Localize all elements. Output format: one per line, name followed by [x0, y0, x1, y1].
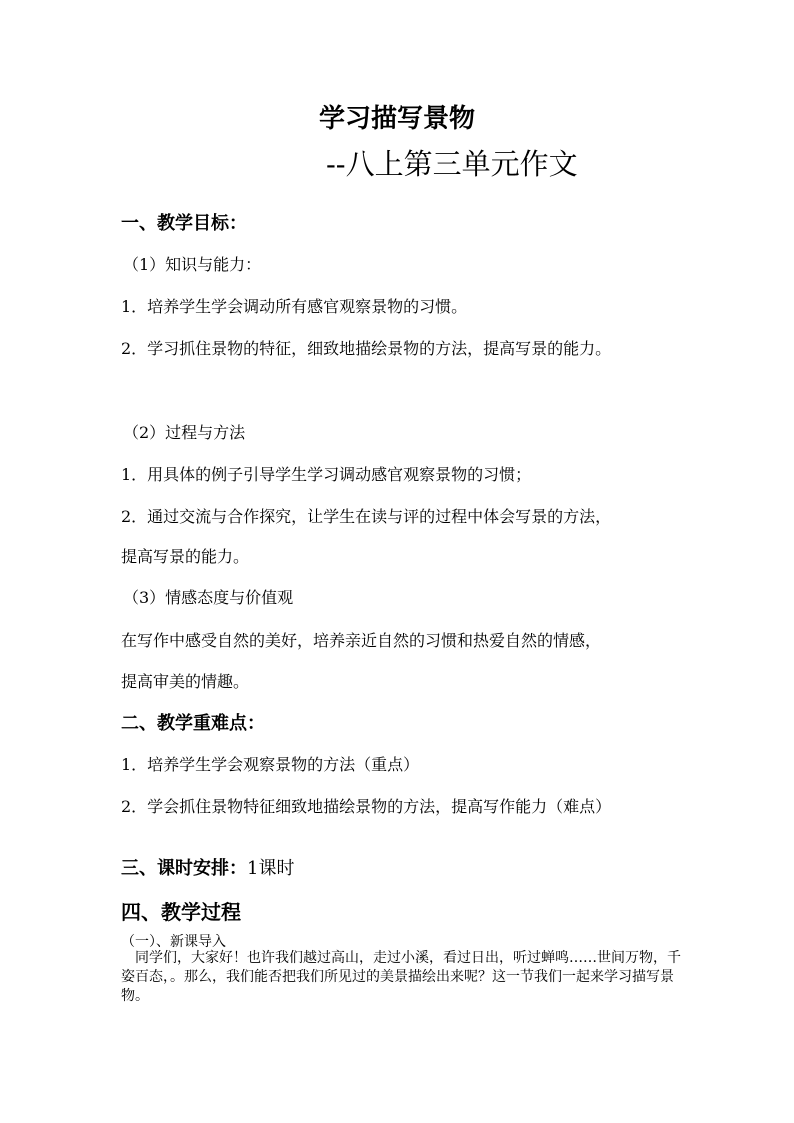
section-heading-goals: 一、教学目标：	[121, 213, 247, 234]
process-item-2: 2．通过交流与合作探究，让学生在读与评的过程中体会写景的方法，	[121, 507, 612, 526]
schedule-value: 1课时	[247, 858, 295, 879]
subsection-label-knowledge: （1）知识与能力：	[123, 255, 262, 274]
schedule-heading-text: 三、课时安排：	[121, 858, 247, 879]
subsection-label-emotion: （3）情感态度与价值观	[123, 588, 294, 607]
knowledge-item-2: 2．学习抓住景物的特征，细致地描绘景物的方法，提高写景的能力。	[121, 339, 612, 358]
subsection-label-process: （2）过程与方法	[123, 423, 246, 442]
document-subtitle: --八上第三单元作文	[326, 147, 578, 181]
section-heading-key-points: 二、教学重难点：	[121, 713, 265, 734]
procedure-intro-label: （一）、新课导入	[121, 934, 226, 950]
knowledge-item-1: 1．培养学生学会调动所有感官观察景物的习惯。	[121, 297, 468, 316]
process-item-1: 1．用具体的例子引导学生学习调动感官观察景物的习惯；	[121, 465, 532, 484]
section-heading-procedure: 四、教学过程	[121, 900, 241, 924]
emotion-line-2: 提高审美的情趣。	[121, 672, 250, 691]
document-title: 学习描写景物	[318, 104, 475, 134]
procedure-intro-text: 同学们，大家好！也许我们越过高山，走过小溪，看过日出，听过蝉鸣……世间万物，千姿百态，。那么，我们能否把我们所见过的美景描绘出来呢？这一节我们一起来学习描写景物。	[121, 950, 681, 1004]
process-item-2-cont: 提高写景的能力。	[121, 547, 250, 566]
key-point-1: 1．培养学生学会观察景物的方法（重点）	[121, 755, 420, 774]
section-heading-schedule	[121, 854, 294, 880]
key-point-2: 2．学会抓住景物特征细致地描绘景物的方法，提高写作能力（难点）	[121, 797, 612, 816]
emotion-line-1: 在写作中感受自然的美好，培养亲近自然的习惯和热爱自然的情感，	[121, 631, 602, 650]
